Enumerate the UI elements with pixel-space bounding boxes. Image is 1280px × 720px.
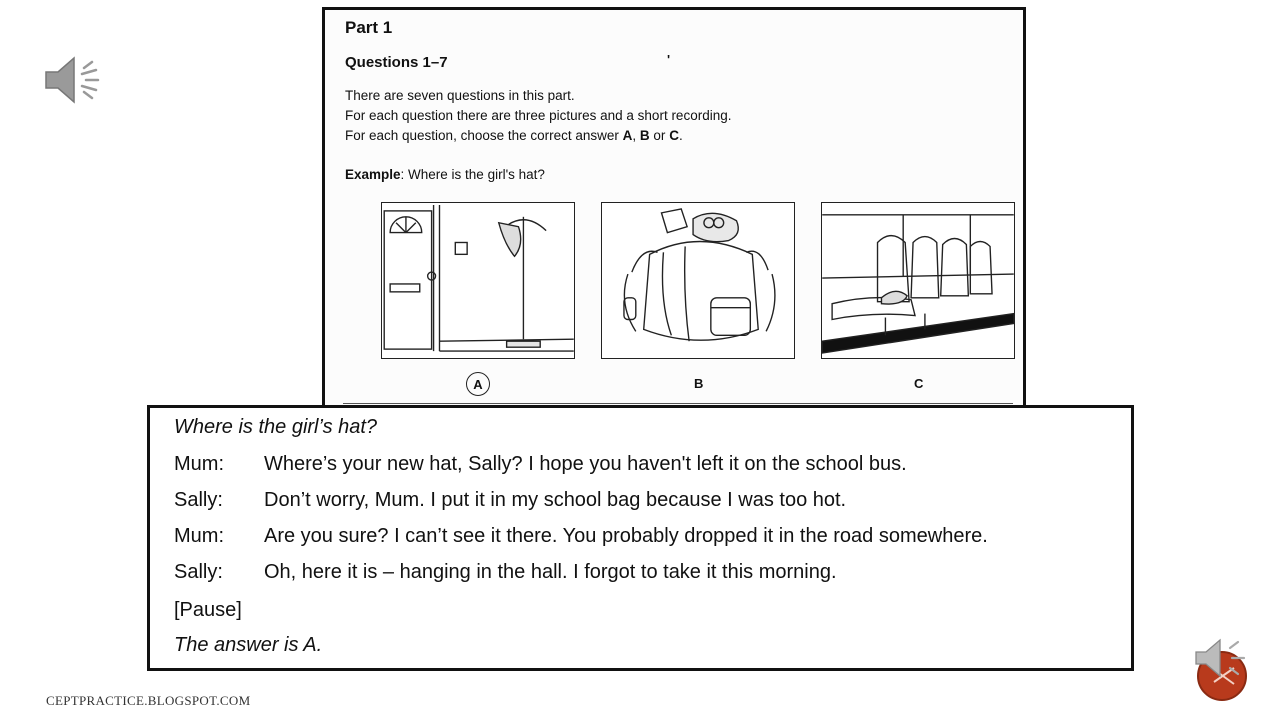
picture-a-hallway — [381, 202, 575, 359]
audio-play-button[interactable] — [1192, 630, 1256, 702]
dialogue-line — [174, 453, 907, 476]
dialogue-text: Where’s your new hat, Sally? I hope you haven't left it on the school bus. — [264, 453, 907, 475]
option-a-circled: A — [466, 372, 490, 396]
pause-marker: [Pause] — [174, 599, 242, 621]
speaker-label: Mum: — [174, 453, 224, 475]
instructions — [345, 86, 731, 146]
dialogue-line — [174, 525, 988, 548]
dialogue-text: Oh, here it is – hanging in the hall. I forgot to take it this morning. — [264, 561, 837, 583]
answer-statement: The answer is A. — [174, 634, 323, 656]
instruction-line: There are seven questions in this part. — [345, 88, 575, 103]
exam-page — [322, 7, 1026, 407]
speaker-icon — [1192, 630, 1256, 702]
option-b: B — [694, 376, 704, 391]
footer-site: CEPTPRACTICE.BLOGSPOT.COM — [46, 693, 251, 708]
instruction-line: For each question there are three pictures and a short recording. — [345, 108, 732, 123]
dialogue-text: Don’t worry, Mum. I put it in my school bag because I was too hot. — [264, 489, 847, 511]
part-title: Part 1 — [345, 18, 393, 37]
dialogue-line — [174, 561, 837, 584]
picture-c-bus-seats — [821, 202, 1015, 359]
speaker-label: Sally: — [174, 489, 223, 511]
dialogue-line — [174, 489, 846, 512]
questions-heading: Questions 1–7 — [345, 54, 448, 71]
speaker-label: Mum: — [174, 525, 224, 547]
instruction-line: For each question, choose the correct answer A, B or C. — [345, 128, 683, 143]
speaker-label: Sally: — [174, 561, 223, 583]
divider — [343, 403, 1013, 404]
transcript-question: Where is the girl’s hat? — [174, 416, 378, 438]
option-c: C — [914, 376, 924, 391]
stray-mark: ' — [667, 52, 671, 67]
speaker-icon[interactable] — [42, 50, 108, 110]
picture-b-school-bag — [601, 202, 795, 359]
transcript-box — [147, 405, 1134, 671]
dialogue-text: Are you sure? I can’t see it there. You probably dropped it in the road somewhere. — [264, 525, 988, 547]
example-question: Example: Where is the girl's hat? — [345, 167, 545, 182]
